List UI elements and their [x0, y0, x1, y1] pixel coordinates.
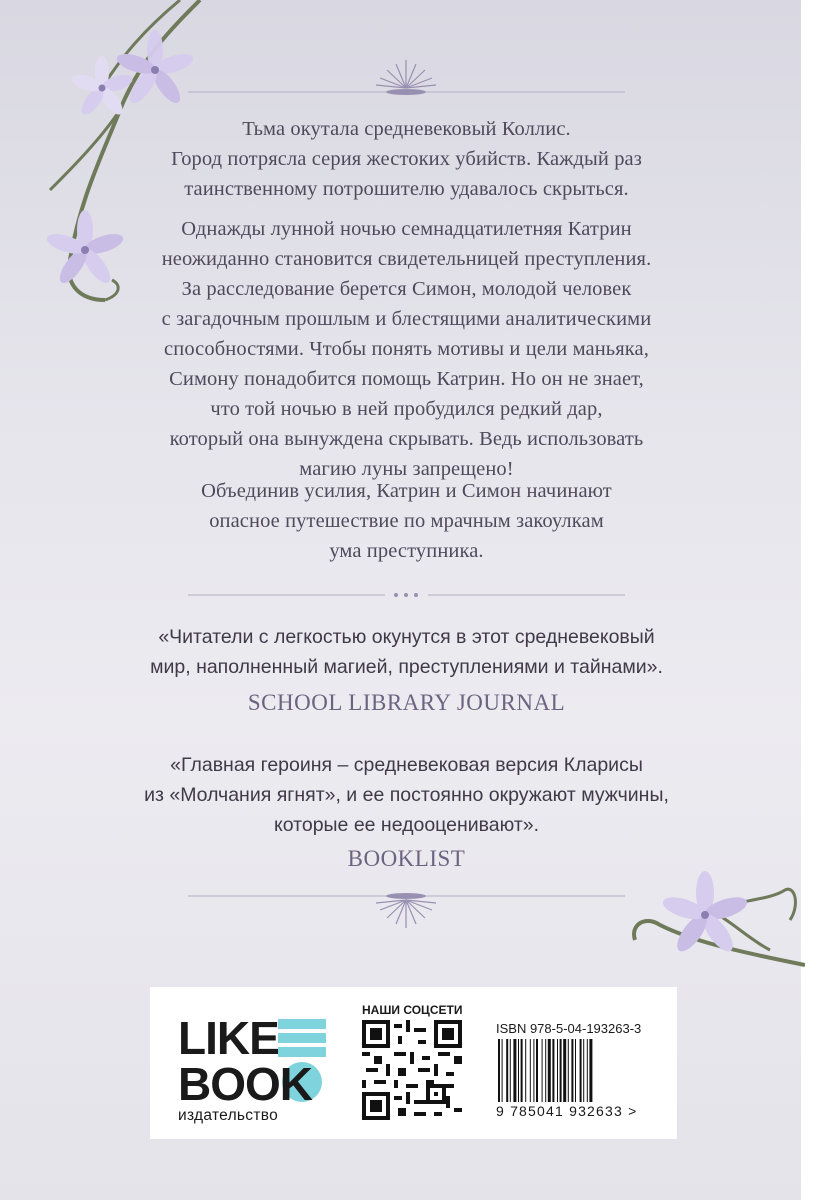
- qr-code[interactable]: [362, 1020, 462, 1120]
- logo-word-book: BOOK: [178, 1058, 312, 1110]
- barcode-number: 9 785041 932633 >: [496, 1103, 638, 1119]
- isbn-text: ISBN 978-5-04-193263-3: [496, 1021, 642, 1036]
- blurb-line: неожиданно становится свидетельницей преступления.: [161, 248, 652, 270]
- publisher-footer: [150, 987, 677, 1139]
- middle-divider: [0, 585, 813, 605]
- blurb-line: который она вынуждена скрывать. Ведь использовать: [169, 428, 644, 450]
- blurb-line: с загадочным прошлым и блестящими аналитическими: [161, 308, 652, 330]
- blurb-line: Тьма окутала средневековый Коллис.: [242, 118, 571, 140]
- quote-line: «Читатели с легкостью окунутся в этот средневековый: [158, 626, 655, 648]
- review-quote-1: [60, 622, 753, 682]
- quote-line: которые ее недооценивают».: [273, 814, 540, 836]
- quote-line: «Главная героиня – средневековая версия Кларисы: [170, 754, 643, 776]
- review-quote-2: [60, 750, 753, 840]
- blurb-line: способностями. Чтобы понять мотивы и цели маньяка,: [164, 338, 649, 360]
- quote-line: мир, наполненный магией, преступлениями и тайнами».: [150, 656, 663, 678]
- review-source-1: SCHOOL LIBRARY JOURNAL: [247, 690, 566, 715]
- review-source-2: BOOKLIST: [347, 846, 466, 871]
- blurb-line: Симону понадобится помощь Катрин. Но он не знает,: [169, 368, 644, 390]
- blurb-line: Объединив усилия, Катрин и Симон начинают: [201, 480, 612, 502]
- blurb-line: За расследование берется Симон, молодой человек: [181, 278, 632, 300]
- barcode: [496, 1039, 656, 1102]
- logo-subtitle: издательство: [178, 1107, 279, 1124]
- blurb-line: ума преступника.: [329, 540, 484, 562]
- blurb-line: Однажды лунной ночью семнадцатилетняя Катрин: [181, 218, 632, 240]
- blurb-line: Город потрясла серия жестоких убийств. Каждый раз: [171, 148, 642, 170]
- quote-line: из «Молчания ягнят», и ее постоянно окружают мужчины,: [144, 784, 669, 806]
- logo-word-like: LIKE: [178, 1012, 279, 1064]
- publisher-logo: [178, 1012, 328, 1125]
- flower-branch-top-left: [0, 0, 215, 320]
- social-label: НАШИ СОЦСЕТИ: [362, 1003, 463, 1017]
- flower-branch-bottom-right: [620, 870, 805, 980]
- blurb-line: таинственному потрошителю удавалось скрыться.: [184, 178, 629, 200]
- blurb-line: магию луны запрещено!: [299, 458, 514, 480]
- blurb-paragraph-3: [120, 476, 693, 566]
- blurb-line: что той ночью в ней пробудился редкий дар,: [210, 398, 603, 420]
- blurb-line: опасное путешествие по мрачным закоулкам: [209, 510, 604, 532]
